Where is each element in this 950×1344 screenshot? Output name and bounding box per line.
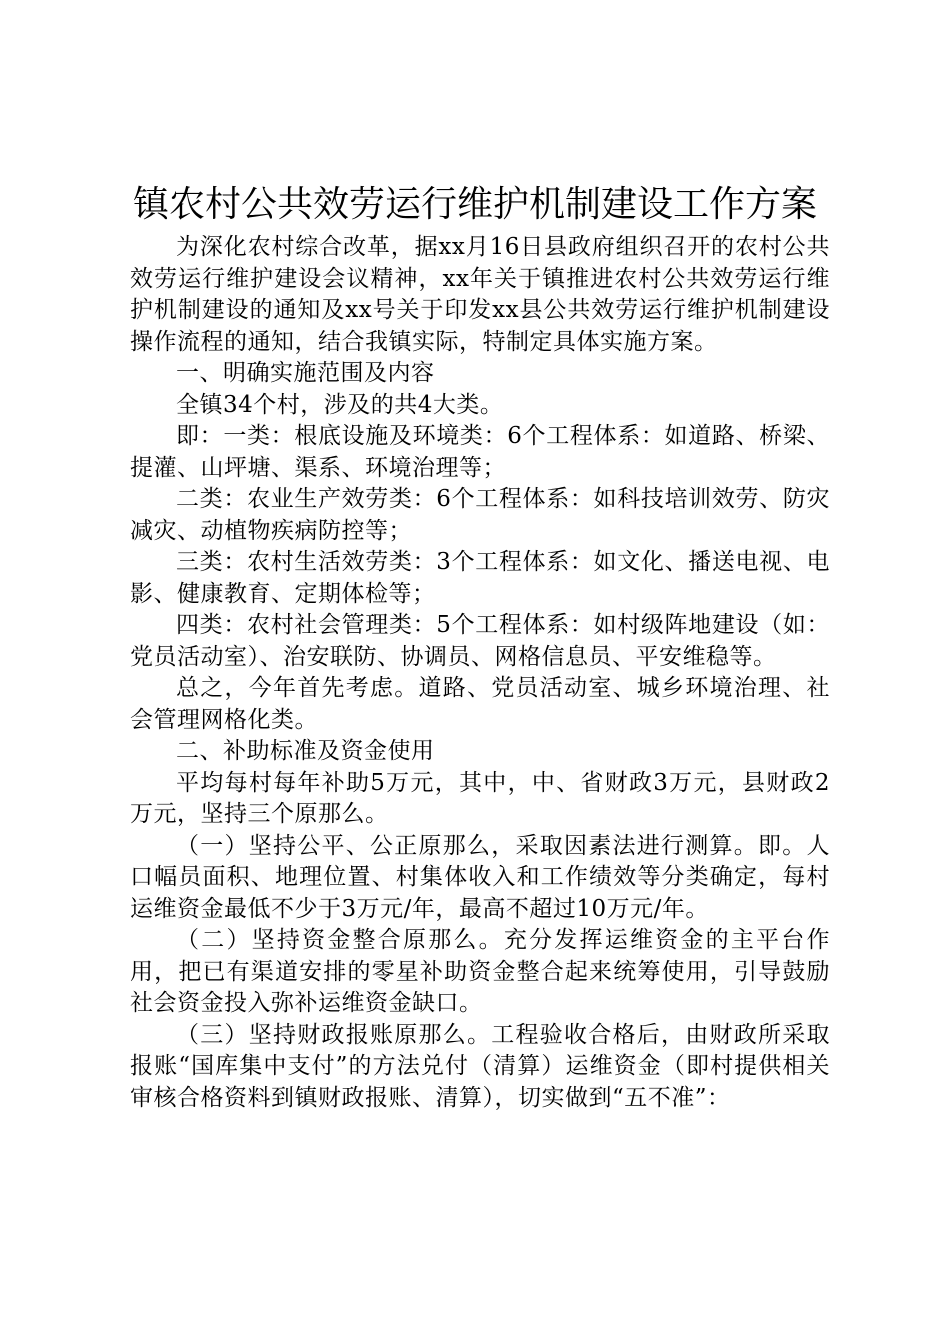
section-heading-1: 一、明确实施范围及内容 (176, 360, 435, 386)
paragraph: 平均每村每年补助5万元，其中，中、省财政3万元，县财政2万元，坚持三个原那么。 (130, 769, 830, 827)
document-body (130, 232, 830, 1114)
document-title: 镇农村公共效劳运行维护机制建设工作方案 (132, 184, 817, 225)
paragraph: 即：一类：根底设施及环境类：6个工程体系：如道路、桥梁、提灌、山坪塘、渠系、环境治理等； (130, 423, 830, 481)
paragraph: 总之，今年首先考虑。道路、党员活动室、城乡环境治理、社会管理网格化类。 (130, 675, 830, 733)
paragraph: 全镇34个村，涉及的共4大类。 (176, 391, 504, 418)
section-heading-2: 二、补助标准及资金使用 (176, 738, 435, 764)
paragraph: 四类：农村社会管理类：5个工程体系：如村级阵地建设（如：党员活动室）、治安联防、协调员、网格信息员、平安维稳等。 (130, 612, 830, 670)
paragraph-intro: 为深化农村综合改革，据xx月16日县政府组织召开的农村公共效劳运行维护建设会议精神，xx年关于镇推进农村公共效劳运行维护机制建设的通知及xx号关于印发xx县公共效劳运行维护机制建设操作流程的通知，结合我镇实际，特制定具体实施方案。 (130, 234, 830, 355)
paragraph: （二）坚持资金整合原那么。充分发挥运维资金的主平台作用，把已有渠道安排的零星补助资金整合起来统筹使用，引导鼓励社会资金投入弥补运维资金缺口。 (130, 927, 830, 1016)
paragraph: （三）坚持财政报账原那么。工程验收合格后，由财政所采取报账“国库集中支付”的方法兑付（清算）运维资金（即村提供相关审核合格资料到镇财政报账、清算），切实做到“五不准”： (130, 1021, 830, 1111)
paragraph: （一）坚持公平、公正原那么，采取因素法进行测算。即。人口幅员面积、地理位置、村集体收入和工作绩效等分类确定，每村运维资金最低不少于3万元/年，最高不超过10万元/年。 (130, 832, 830, 922)
paragraph: 三类：农村生活效劳类：3个工程体系：如文化、播送电视、电影、健康教育、定期体检等； (130, 549, 830, 607)
paragraph: 二类：农业生产效劳类：6个工程体系：如科技培训效劳、防灾减灾、动植物疾病防控等； (130, 486, 830, 544)
